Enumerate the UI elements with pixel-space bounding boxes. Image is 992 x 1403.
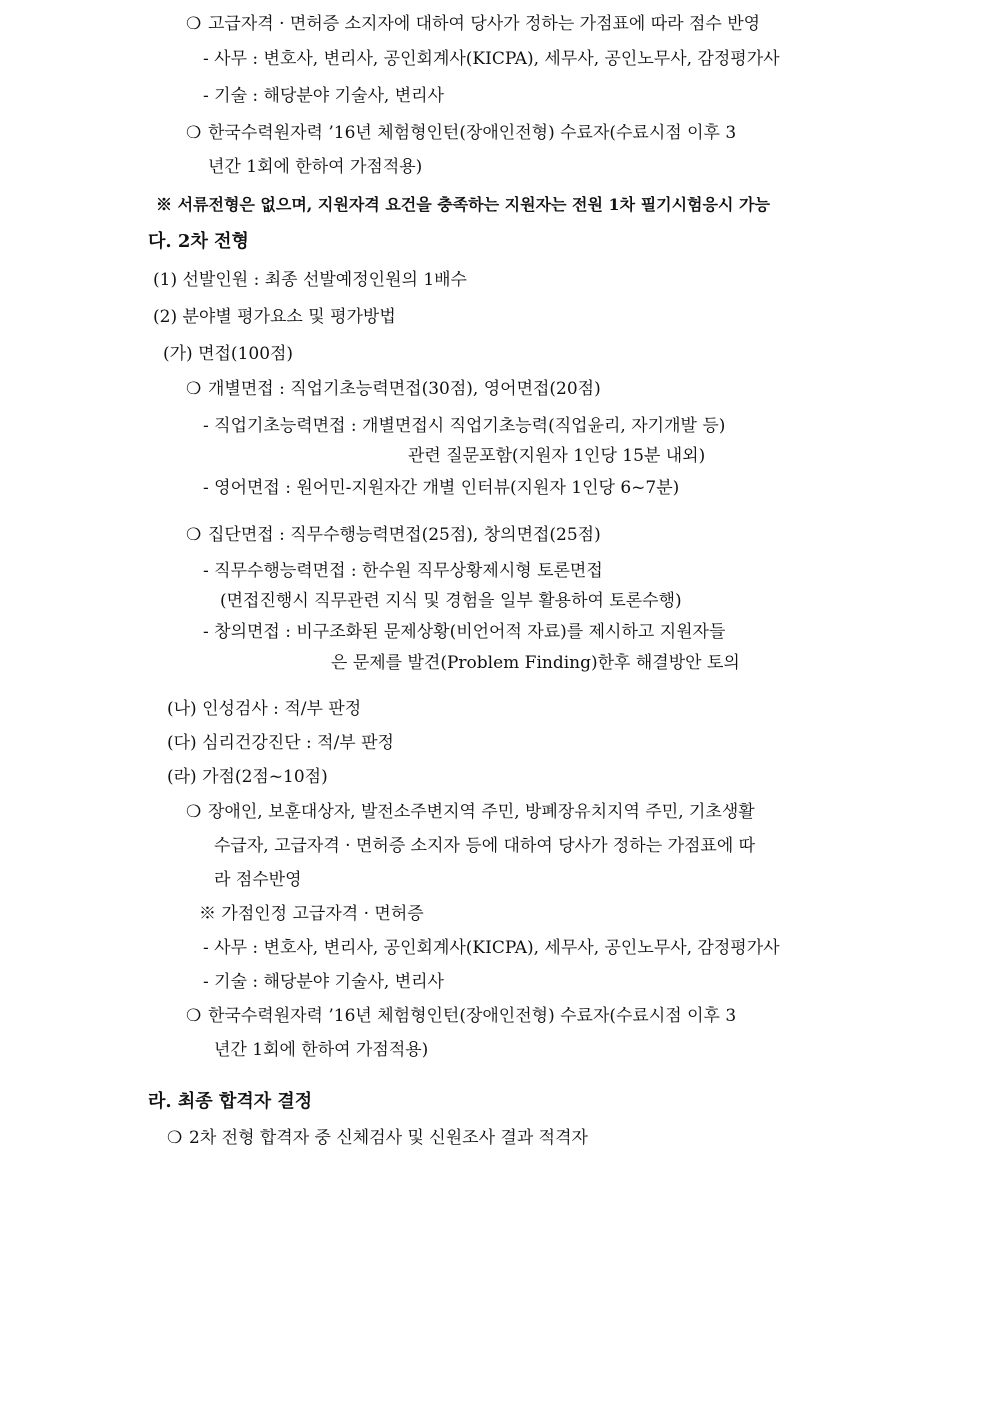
basic-competency-line2: 관련 질문포함(지원자 1인당 15분 내외) — [408, 446, 706, 466]
section-heading-final-decision: 라. 최종 합격자 결정 — [148, 1091, 313, 1112]
circle-bullet-icon — [186, 800, 208, 824]
intern-bonus-line2: 년간 1회에 한하여 가점적용) — [208, 157, 423, 177]
personality-test: (나) 인성검사 : 적/부 판정 — [167, 699, 362, 719]
basic-competency-line1: - 직업기초능력면접 : 개별면접시 직업기초능력(직업윤리, 자기개발 등) — [203, 416, 726, 436]
interview-title: (가) 면접(100점) — [163, 344, 294, 364]
mental-health-check: (다) 심리건강진단 : 적/부 판정 — [167, 733, 394, 753]
circle-bullet-icon — [186, 523, 208, 547]
creative-interview-line1: - 창의면접 : 비구조화된 문제상황(비언어적 자료)를 제시하고 지원자들 — [203, 622, 726, 642]
group-interview-bullet: ❍집단면접 : 직무수행능력면접(25점), 창의면접(25점) — [186, 523, 601, 547]
intern-bonus-bullet: ❍한국수력원자력 ’16년 체험형인턴(장애인전형) 수료자(수료시점 이후 3 — [186, 121, 846, 145]
section-heading-second-stage: 다. 2차 전형 — [148, 231, 249, 252]
circle-bullet-icon — [167, 1126, 189, 1150]
bonus-points-title: (라) 가점(2점~10점) — [167, 767, 328, 787]
bonus-bullet-certificates: ❍고급자격 · 면허증 소지자에 대하여 당사가 정하는 가점표에 따라 점수 반영 — [186, 12, 760, 36]
bonus-eligibility-bullet: ❍장애인, 보훈대상자, 발전소주변지역 주민, 방폐장유치지역 주민, 기초생활 — [186, 800, 755, 824]
circle-bullet-icon — [186, 377, 208, 401]
tech-certificates: - 기술 : 해당분야 기술사, 변리사 — [203, 86, 444, 106]
bonus-tech-certificates: - 기술 : 해당분야 기술사, 변리사 — [203, 972, 444, 992]
bonus-eligibility-line3: 라 점수반영 — [214, 870, 302, 890]
individual-interview-bullet: ❍개별면접 : 직업기초능력면접(30점), 영어면접(20점) — [186, 377, 601, 401]
circle-bullet-icon — [186, 12, 208, 36]
final-decision-bullet: ❍2차 전형 합격자 중 신체검사 및 신원조사 결과 적격자 — [167, 1126, 588, 1150]
bonus-intern-line2: 년간 1회에 한하여 가점적용) — [214, 1040, 429, 1060]
circle-bullet-icon — [186, 121, 208, 145]
english-interview: - 영어면접 : 원어민-지원자간 개별 인터뷰(지원자 1인당 6~7분) — [203, 478, 680, 498]
job-competency-line1: - 직무수행능력면접 : 한수원 직무상황제시형 토론면접 — [203, 561, 603, 581]
no-document-screening-note: ※ 서류전형은 없으며, 지원자격 요건을 충족하는 지원자는 전원 1차 필기시험응시 가능 — [156, 195, 770, 214]
bonus-certificate-note: ※ 가점인정 고급자격 · 면허증 — [199, 904, 424, 924]
admin-certificates: - 사무 : 변호사, 변리사, 공인회계사(KICPA), 세무사, 공인노무사, 감정평가사 — [203, 49, 780, 69]
circle-bullet-icon — [186, 1004, 208, 1028]
bonus-admin-certificates: - 사무 : 변호사, 변리사, 공인회계사(KICPA), 세무사, 공인노무사, 감정평가사 — [203, 938, 780, 958]
selection-count: (1) 선발인원 : 최종 선발예정인원의 1배수 — [153, 270, 467, 290]
creative-interview-line2: 은 문제를 발견(Problem Finding)한후 해결방안 토의 — [331, 653, 740, 673]
job-competency-line2: (면접진행시 직무관련 지식 및 경험을 일부 활용하여 토론수행) — [220, 591, 682, 611]
bonus-intern-bullet: ❍한국수력원자력 ’16년 체험형인턴(장애인전형) 수료자(수료시점 이후 3 — [186, 1004, 736, 1028]
evaluation-method: (2) 분야별 평가요소 및 평가방법 — [153, 307, 396, 327]
bonus-eligibility-line2: 수급자, 고급자격 · 면허증 소지자 등에 대하여 당사가 정하는 가점표에 따 — [214, 836, 756, 856]
